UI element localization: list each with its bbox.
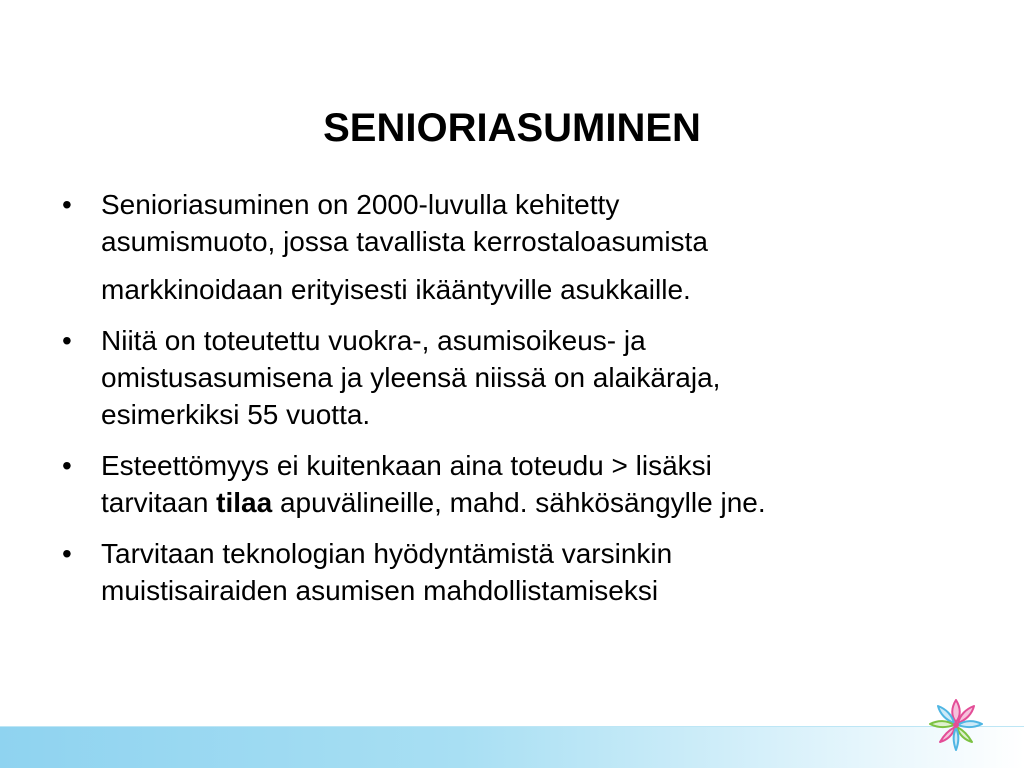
bullet-item bbox=[62, 322, 982, 433]
flower-logo-icon bbox=[924, 694, 988, 754]
bullet-text-line: markkinoidaan erityisesti ikääntyville asukkaille. bbox=[101, 274, 691, 305]
bullet-text-line: Esteettömyys ei kuitenkaan aina toteudu > lisäksi bbox=[101, 450, 712, 481]
bullet-marker: • bbox=[62, 538, 72, 569]
bullet-text-segment: tarvitaan bbox=[101, 487, 217, 518]
bullet-item bbox=[62, 447, 982, 521]
footer-bar bbox=[0, 727, 1024, 768]
bullet-text-line: Tarvitaan teknologian hyödyntämistä varsinkin bbox=[101, 538, 673, 569]
bullet-list bbox=[62, 186, 982, 623]
bullet-text-segment: apuvälineille, mahd. sähkösängylle jne. bbox=[272, 487, 766, 518]
bullet-text-line bbox=[101, 484, 982, 521]
bullet-text-line: omistusasumisena ja yleensä niissä on alaikäraja, bbox=[101, 362, 721, 393]
bullet-text-line: Senioriasuminen on 2000-luvulla kehitetty bbox=[101, 189, 620, 220]
bullet-text-line: muistisairaiden asumisen mahdollistamiseksi bbox=[101, 575, 659, 606]
bullet-bold-word: tilaa bbox=[216, 487, 273, 518]
slide-title: SENIORIASUMINEN bbox=[323, 106, 701, 150]
bullet-text-line: Niitä on toteutettu vuokra-, asumisoikeus- ja bbox=[101, 325, 646, 356]
bullet-text-line: esimerkiksi 55 vuotta. bbox=[101, 399, 371, 430]
bullet-marker: • bbox=[62, 325, 72, 356]
bullet-marker: • bbox=[62, 189, 72, 220]
bullet-marker: • bbox=[62, 450, 72, 481]
bullet-item bbox=[62, 186, 982, 308]
bullet-item bbox=[62, 535, 982, 609]
bullet-text-line: asumismuoto, jossa tavallista kerrostaloasumista bbox=[101, 226, 708, 257]
